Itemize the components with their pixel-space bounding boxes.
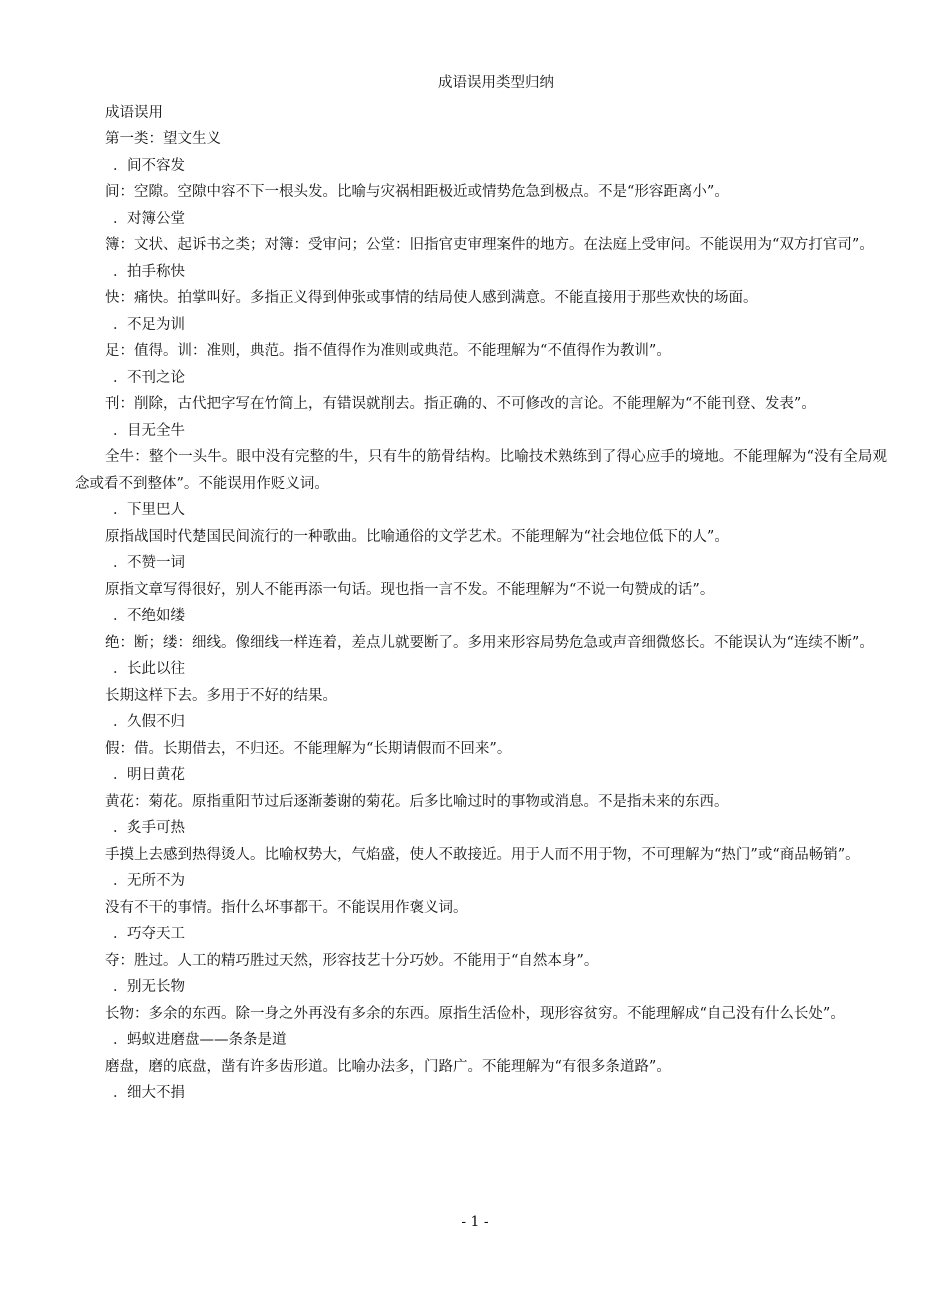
idiom-term-label: 细大不捐 — [127, 1085, 185, 1101]
term-bullet: ． — [113, 263, 128, 280]
idiom-explanation: 原指文章写得很好，别人不能再添一句话。现也指一言不发。不能理解为“不说一句赞成的话”。 — [105, 581, 715, 598]
idiom-explanation: 长物：多余的东西。除一身之外再没有多余的东西。原指生活俭朴，现形容贫穷。不能理解成“自己没有什么长处”。 — [105, 1005, 845, 1022]
page-number: - 1 - — [461, 1214, 489, 1230]
idiom-explanation: 簿：文状、起诉书之类；对簿：受审问；公堂：旧指官吏审理案件的地方。在法庭上受审问。不能误用为“双方打官司”。 — [105, 237, 874, 253]
idiom-explanation: 刊：削除，古代把字写在竹简上，有错误就削去。指正确的、不可修改的言论。不能理解为“不能刊登、发表”。 — [105, 396, 816, 412]
idiom-term-label: 蚂蚁进磨盘——条条是道 — [127, 1032, 287, 1048]
idiom-explanation: 间：空隙。空隙中容不下一根头发。比喻与灾祸相距极近或情势危急到极点。不是“形容距离小”。 — [105, 184, 729, 200]
idiom-term-label: 不足为训 — [127, 316, 185, 333]
idiom-explanation: 绝：断；缕：细线。像细线一样连着，差点儿就要断了。多用来形容局势危急或声音细微悠长。不能误认为“连续不断”。 — [105, 634, 874, 651]
term-bullet: ． — [113, 157, 128, 174]
idiom-term — [75, 1027, 887, 1054]
idiom-term — [75, 206, 887, 233]
idiom-term — [75, 656, 887, 683]
category-heading: 第一类：望文生义 — [105, 131, 221, 147]
idiom-term-label: 不刊之论 — [127, 369, 185, 386]
section-heading: 成语误用 — [105, 104, 163, 121]
term-bullet: ． — [113, 767, 128, 783]
idiom-explanation: 快：痛快。拍掌叫好。多指正义得到伸张或事情的结局使人感到满意。不能直接用于那些欢快的场面。 — [105, 290, 758, 306]
term-bullet: ． — [113, 422, 128, 439]
document-title: 成语误用类型归纳 — [438, 75, 554, 91]
idiom-explanation: 没有不干的事情。指什么坏事都干。不能误用作褒义词。 — [105, 899, 468, 916]
term-bullet: ． — [113, 369, 128, 386]
term-bullet: ． — [113, 979, 128, 995]
idiom-term-label: 炙手可热 — [127, 820, 185, 836]
term-bullet: ． — [113, 1032, 128, 1048]
idiom-term-label: 目无全牛 — [127, 422, 185, 439]
idiom-term — [75, 1080, 887, 1107]
idiom-term-label: 久假不归 — [127, 714, 185, 730]
idiom-term — [75, 815, 887, 842]
idiom-term — [75, 921, 887, 948]
idiom-term — [75, 550, 887, 577]
idiom-explanation: 全牛：整个一头牛。眼中没有完整的牛，只有牛的筋骨结构。比喻技术熟练到了得心应手的境地。不能理解为“没有全局观念或看不到整体”。不能误用作贬义词。 — [75, 449, 887, 492]
document-page — [75, 70, 887, 1107]
idiom-term-label: 不绝如缕 — [127, 608, 185, 624]
idiom-explanation: 黄花：菊花。原指重阳节过后逐渐萎谢的菊花。后多比喻过时的事物或消息。不是指未来的东西。 — [105, 793, 729, 810]
idiom-term-label: 长此以往 — [127, 661, 185, 677]
term-bullet: ． — [113, 926, 128, 942]
term-bullet: ． — [113, 714, 128, 730]
idiom-term-label: 间不容发 — [127, 157, 185, 174]
term-bullet: ． — [113, 502, 128, 518]
idiom-term-label: 拍手称快 — [127, 263, 185, 280]
idiom-explanation: 足：值得。训：准则，典范。指不值得作为准则或典范。不能理解为“不值得作为教训”。 — [105, 343, 671, 359]
idiom-explanation: 夺：胜过。人工的精巧胜过天然，形容技艺十分巧妙。不能用于“自然本身”。 — [105, 952, 599, 969]
idiom-term — [75, 868, 887, 895]
idiom-term — [75, 762, 887, 789]
idiom-term-label: 巧夺天工 — [127, 926, 185, 942]
idiom-term — [75, 497, 887, 524]
idiom-term — [75, 709, 887, 736]
idiom-term — [75, 153, 887, 180]
term-bullet: ． — [113, 210, 128, 227]
idiom-term-label: 下里巴人 — [127, 502, 185, 518]
idiom-explanation: 磨盘，磨的底盘，凿有许多齿形道。比喻办法多，门路广。不能理解为“有很多条道路”。 — [105, 1058, 671, 1075]
idiom-term — [75, 312, 887, 339]
idiom-entry-list — [75, 153, 887, 1107]
term-bullet: ． — [113, 873, 128, 889]
term-bullet: ． — [113, 1085, 128, 1101]
term-bullet: ． — [113, 820, 128, 836]
idiom-term — [75, 603, 887, 630]
idiom-term — [75, 418, 887, 445]
idiom-term-label: 别无长物 — [127, 979, 185, 995]
idiom-explanation: 假：借。长期借去，不归还。不能理解为“长期请假而不回来”。 — [105, 740, 512, 757]
idiom-term-label: 明日黄花 — [127, 767, 185, 783]
idiom-term — [75, 974, 887, 1001]
term-bullet: ． — [113, 316, 128, 333]
idiom-term — [75, 259, 887, 286]
term-bullet: ． — [113, 555, 128, 571]
idiom-explanation: 手摸上去感到热得烫人。比喻权势大，气焰盛，使人不敢接近。用于人而不用于物，不可理解为“热门”或“商品畅销”。 — [105, 846, 860, 863]
idiom-explanation: 原指战国时代楚国民间流行的一种歌曲。比喻通俗的文学艺术。不能理解为“社会地位低下的人”。 — [105, 528, 729, 545]
term-bullet: ． — [113, 608, 128, 624]
idiom-explanation: 长期这样下去。多用于不好的结果。 — [105, 687, 337, 704]
term-bullet: ． — [113, 661, 128, 677]
idiom-term-label: 无所不为 — [127, 873, 185, 889]
idiom-term-label: 不赞一词 — [127, 555, 185, 571]
idiom-term-label: 对簿公堂 — [127, 210, 185, 227]
idiom-term — [75, 365, 887, 392]
